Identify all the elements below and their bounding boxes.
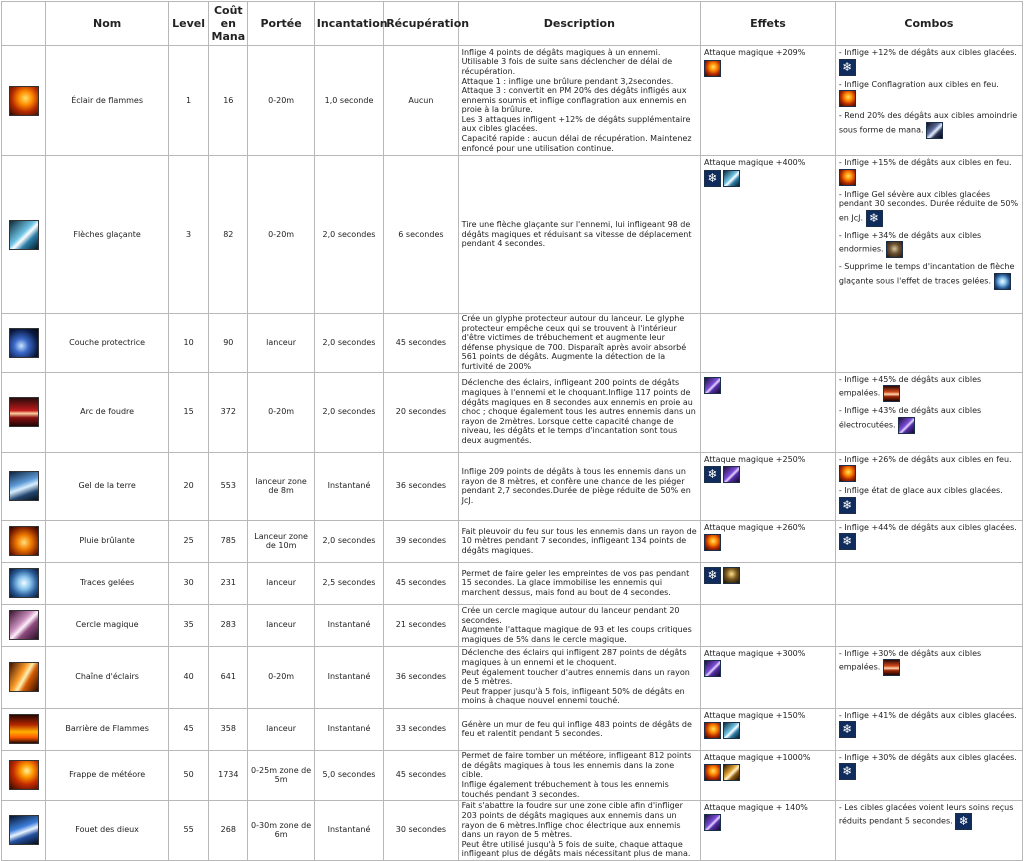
effect-text: Attaque magique +150% <box>704 710 806 720</box>
ice-arrow-icon <box>9 220 39 250</box>
effect-icons <box>704 813 832 831</box>
protective-layer-icon <box>9 328 39 358</box>
skill-level: 25 <box>168 520 208 562</box>
combo-item <box>839 48 1019 76</box>
skill-row <box>2 562 1023 604</box>
skill-name: Pluie brûlante <box>46 520 169 562</box>
slow-icon <box>723 722 740 739</box>
skill-level: 40 <box>168 646 208 708</box>
skill-effects <box>701 372 836 452</box>
combo-item <box>839 375 1019 403</box>
skill-cast: Instantané <box>314 604 383 646</box>
fire-bolt-icon <box>9 86 39 116</box>
freeze-icon: ❄ <box>839 497 856 514</box>
skill-effects <box>701 604 836 646</box>
combo-text: - Inflige +45% de dégâts aux cibles empalées. <box>838 374 982 398</box>
skill-combos <box>835 750 1022 800</box>
combo-text: - Les cibles glacées voient leurs soins reçus réduits pendant 5 secondes. <box>838 802 1014 826</box>
header-level: Level <box>168 2 208 46</box>
skill-cooldown: 33 secondes <box>384 708 458 750</box>
impale-icon <box>883 385 900 402</box>
skill-level: 50 <box>168 750 208 800</box>
header-description: Description <box>458 2 700 46</box>
header-cout: Coût en Mana <box>209 2 248 46</box>
skill-row <box>2 46 1023 156</box>
skill-description <box>458 800 700 860</box>
description-text: Inflige 209 points de dégâts à tous les ennemis dans un rayon de 8 mètres, et confère une chance de les piéger pendant 2,7 secondes.Durée de piège réduite de 50% en JcJ. <box>461 466 691 505</box>
combo-text: - Inflige +44% de dégâts aux cibles glacées. <box>838 522 1017 532</box>
skill-description <box>458 156 700 314</box>
skill-effects <box>701 46 836 156</box>
skill-row <box>2 372 1023 452</box>
header-recuperation: Récupération <box>384 2 458 46</box>
freeze-icon: ❄ <box>839 721 856 738</box>
skill-mana: 16 <box>209 46 248 156</box>
skill-mana: 358 <box>209 708 248 750</box>
description-text: Tire une flèche glaçante sur l'ennemi, lui infligeant 98 de dégâts magiques et réduisant sa vitesse de déplacement pendant 4 secondes. <box>461 220 692 249</box>
effect-icons <box>704 721 832 739</box>
skill-combos <box>835 562 1022 604</box>
skill-mana: 372 <box>209 372 248 452</box>
combo-text: - Inflige +15% de dégâts aux cibles en feu. <box>838 158 1012 167</box>
description-text: Permet de faire geler les empreintes de vos pas pendant 15 secondes. La glace immobilise les ennemis qui marchent dessus, mais fond au bout de 4 secondes. <box>461 568 690 598</box>
effect-text: Attaque magique + 140% <box>704 802 808 812</box>
skill-description <box>458 750 700 800</box>
effect-icons <box>704 659 832 677</box>
effect-icons <box>704 169 832 187</box>
burning-rain-icon <box>9 526 39 556</box>
skill-level: 10 <box>168 314 208 373</box>
skill-description <box>458 708 700 750</box>
skill-level: 20 <box>168 452 208 520</box>
combo-item <box>839 158 1019 186</box>
combo-item <box>839 523 1019 551</box>
impale-icon <box>883 659 900 676</box>
skill-name: Fouet des dieux <box>46 800 169 860</box>
skill-combos <box>835 372 1022 452</box>
effect-icons <box>704 59 832 77</box>
burn-icon <box>839 169 856 186</box>
stumble-icon <box>723 764 740 781</box>
combo-text: - Rend 20% des dégâts aux cibles amoindrie sous forme de mana. <box>838 111 1018 135</box>
skill-range: 0-20m <box>248 46 314 156</box>
skill-name: Frappe de météore <box>46 750 169 800</box>
skill-cooldown: 36 secondes <box>384 646 458 708</box>
skill-cast: 2,0 secondes <box>314 372 383 452</box>
skill-mana: 82 <box>209 156 248 314</box>
skill-range: lanceur zone de 8m <box>248 452 314 520</box>
skill-cooldown: 20 secondes <box>384 372 458 452</box>
combo-text: - Inflige Conflagration aux cibles en feu. <box>838 79 999 89</box>
skill-cast: 2,0 secondes <box>314 520 383 562</box>
skill-effects <box>701 800 836 860</box>
skill-range: lanceur <box>248 604 314 646</box>
skill-combos <box>835 646 1022 708</box>
skill-combos <box>835 46 1022 156</box>
combo-text: - Inflige +43% de dégâts aux cibles électrocutées. <box>838 406 982 430</box>
description-text: Crée un glyphe protecteur autour du lanceur. Le glyphe protecteur empêche ceux qui se trouvent à l'intérieur d'être victimes de trébuchement et augmente leur défense physique de 700. Disparaît après avoir absorbé 561 points de dégâts. Augmente la détection de la furtivité de 200% <box>461 314 687 371</box>
combo-item <box>839 649 1019 677</box>
burn-icon <box>704 722 721 739</box>
skill-icon-cell <box>2 750 46 800</box>
description-text: Déclenche des éclairs qui infligent 287 points de dégâts magiques à un ennemi et le choquent. Peut également toucher d'autres ennemis dans un rayon de 5 mètres. Peut frapper jusqu'à 5 fois, infligeant 50% de dégâts en moins à chaque nouvel ennemi touché. <box>461 648 690 706</box>
skill-description <box>458 562 700 604</box>
flame-barrier-icon <box>9 714 39 744</box>
skill-effects <box>701 156 836 314</box>
combo-text: - Inflige +30% de dégâts aux cibles empalées. <box>838 648 982 672</box>
skill-icon-cell <box>2 800 46 860</box>
combo-item <box>839 753 1019 781</box>
combo-item <box>839 486 1019 514</box>
freeze-icon: ❄ <box>704 170 721 187</box>
effect-icons <box>704 763 832 781</box>
skill-icon-cell <box>2 604 46 646</box>
combo-item <box>839 231 1019 259</box>
combo-item <box>839 803 1019 831</box>
skill-combos <box>835 156 1022 314</box>
header-row <box>2 2 1023 46</box>
combo-item <box>839 190 1019 227</box>
combo-text: - Inflige +34% de dégâts aux cibles endormies. <box>838 230 982 254</box>
burn-icon <box>839 465 856 482</box>
chain-lightning-icon <box>9 662 39 692</box>
freeze-icon: ❄ <box>839 533 856 550</box>
effect-text: Attaque magique +1000% <box>704 752 811 762</box>
burn-icon <box>839 90 856 107</box>
skill-range: 0-25m zone de 5m <box>248 750 314 800</box>
skill-effects <box>701 750 836 800</box>
effect-text: Attaque magique +250% <box>704 454 806 464</box>
skill-icon-cell <box>2 372 46 452</box>
skill-cast: 2,0 secondes <box>314 156 383 314</box>
description-text: Permet de faire tomber un météore, infligeant 812 points de dégâts magiques à tous les ennemis dans la zone cible. Inflige également trébuchement à tous les ennemis touchés pendant 3 secondes. <box>461 751 692 799</box>
skill-cooldown: 36 secondes <box>384 452 458 520</box>
description-text: Génère un mur de feu qui inflige 483 points de dégâts de feu et ralentit pendant 5 secondes. <box>461 719 692 739</box>
skill-cast: 5,0 secondes <box>314 750 383 800</box>
skill-mana: 1734 <box>209 750 248 800</box>
skill-row <box>2 646 1023 708</box>
meteor-strike-icon <box>9 760 39 790</box>
freeze-icon: ❄ <box>866 210 883 227</box>
skill-name: Cercle magique <box>46 604 169 646</box>
freeze-icon: ❄ <box>839 763 856 780</box>
header-combos: Combos <box>835 2 1022 46</box>
shock-icon <box>704 377 721 394</box>
skill-row <box>2 520 1023 562</box>
skill-effects <box>701 708 836 750</box>
skill-mana: 90 <box>209 314 248 373</box>
skill-range: 0-20m <box>248 372 314 452</box>
skill-icon-cell <box>2 520 46 562</box>
description-text: Inflige 4 points de dégâts magiques à un ennemi. Utilisable 3 fois de suite sans déclencher de délai de récupération. Attaque 1 : inflige une brûlure pendant 3,2secondes. Attaque 3 : convertit en PM 20% des dégâts infligés aux ennemis soumis et inflige conflagration aux ennemis en proie à la brûlure. Les 3 attaques infligent +12% de dégâts supplémentaire aux cibles glacées. Capacité rapide : aucun délai de récupération. Maintenez enfoncé pour une utilisation continue. <box>461 47 692 153</box>
skill-row <box>2 800 1023 860</box>
skill-combos <box>835 708 1022 750</box>
header-icon <box>2 2 46 46</box>
burn-icon <box>704 764 721 781</box>
combo-text: - Supprime le temps d'incantation de flèche glaçante sous l'effet de traces gelées. <box>838 262 1015 286</box>
skill-mana: 283 <box>209 604 248 646</box>
skill-description <box>458 372 700 452</box>
skill-name: Barrière de Flammes <box>46 708 169 750</box>
skill-cast: 1,0 seconde <box>314 46 383 156</box>
frozen-tracks-icon <box>994 273 1011 290</box>
freeze-icon: ❄ <box>955 813 972 830</box>
skill-description <box>458 314 700 373</box>
effect-text: Attaque magique +209% <box>704 48 806 57</box>
skill-row <box>2 452 1023 520</box>
skill-name: Éclair de flammes <box>46 46 169 156</box>
skill-cast: 2,5 secondes <box>314 562 383 604</box>
combo-text: - Inflige +12% de dégâts aux cibles glacées. <box>838 48 1017 57</box>
skill-icon-cell <box>2 314 46 373</box>
fear-icon <box>723 567 740 584</box>
freeze-icon: ❄ <box>839 59 856 76</box>
skill-icon-cell <box>2 452 46 520</box>
skill-cooldown: 39 secondes <box>384 520 458 562</box>
skill-combos <box>835 800 1022 860</box>
skill-cast: Instantané <box>314 708 383 750</box>
effect-icons <box>704 533 832 551</box>
header-incantation: Incantation <box>314 2 383 46</box>
skill-range: Lanceur zone de 10m <box>248 520 314 562</box>
effect-icons <box>704 465 832 483</box>
skill-cast: 2,0 secondes <box>314 314 383 373</box>
skill-cast: Instantané <box>314 452 383 520</box>
drain-icon <box>926 122 943 139</box>
effect-text: Attaque magique +400% <box>704 158 806 167</box>
slow-icon <box>723 170 740 187</box>
skill-cooldown: 45 secondes <box>384 750 458 800</box>
skill-description <box>458 520 700 562</box>
lightning-arc-icon <box>9 397 39 427</box>
combo-text: - Inflige état de glace aux cibles glacées. <box>838 486 1003 496</box>
skill-cooldown: 30 secondes <box>384 800 458 860</box>
sleep-icon <box>886 241 903 258</box>
skill-cooldown: 45 secondes <box>384 562 458 604</box>
skill-icon-cell <box>2 646 46 708</box>
skill-name: Traces gelées <box>46 562 169 604</box>
skill-row <box>2 750 1023 800</box>
combo-item <box>839 711 1019 739</box>
skill-row <box>2 604 1023 646</box>
combo-text: - Inflige +26% de dégâts aux cibles en feu. <box>838 454 1012 464</box>
combo-item <box>839 406 1019 434</box>
skill-cast: Instantané <box>314 646 383 708</box>
skill-level: 1 <box>168 46 208 156</box>
combo-text: - Inflige +30% de dégâts aux cibles glacées. <box>838 752 1017 762</box>
skill-mana: 268 <box>209 800 248 860</box>
skill-description <box>458 646 700 708</box>
combo-text: - Inflige +41% de dégâts aux cibles glacées. <box>838 710 1017 720</box>
skill-range: lanceur <box>248 314 314 373</box>
skill-range: 0-20m <box>248 156 314 314</box>
shock-icon <box>704 660 721 677</box>
skill-name: Gel de la terre <box>46 452 169 520</box>
skill-icon-cell <box>2 156 46 314</box>
skill-description <box>458 452 700 520</box>
skill-cooldown: 21 secondes <box>384 604 458 646</box>
skill-mana: 785 <box>209 520 248 562</box>
skill-level: 45 <box>168 708 208 750</box>
magic-circle-icon <box>9 610 39 640</box>
skill-effects <box>701 452 836 520</box>
skill-combos <box>835 604 1022 646</box>
burn-icon <box>704 534 721 551</box>
skill-name: Flèches glaçante <box>46 156 169 314</box>
freeze-icon: ❄ <box>704 567 721 584</box>
root-icon <box>723 466 740 483</box>
effect-icons <box>704 376 832 394</box>
skill-icon-cell <box>2 562 46 604</box>
skill-combos <box>835 452 1022 520</box>
skill-row <box>2 314 1023 373</box>
skill-combos <box>835 520 1022 562</box>
skill-effects <box>701 646 836 708</box>
skill-level: 30 <box>168 562 208 604</box>
lash-of-gods-icon <box>9 815 39 845</box>
skill-range: lanceur <box>248 708 314 750</box>
effect-text: Attaque magique +300% <box>704 648 806 658</box>
skills-table <box>1 1 1023 861</box>
skill-mana: 231 <box>209 562 248 604</box>
skill-name: Chaîne d'éclairs <box>46 646 169 708</box>
description-text: Fait s'abattre la foudre sur une zone cible afin d'infliger 203 points de dégâts magiques aux ennemis dans un rayon de 6 mètres.Inflige choc électrique aux ennemis dans un rayon de 5 mètres. Peut être utilisé jusqu'à 5 fois de suite, chaque attaque infligeant plus de dégâts mais nécessitant plus de mana. <box>461 801 691 859</box>
skill-mana: 553 <box>209 452 248 520</box>
combo-item <box>839 80 1019 108</box>
effect-text: Attaque magique +260% <box>704 522 806 532</box>
description-text: Déclenche des éclairs, infligeant 200 points de dégâts magiques à l'ennemi et le choquant.Inflige 117 points de dégâts magiques en 8 secondes aux ennemis en proie au choc ; choque également tous les autres ennemis dans un rayon de 2mètres. Lorsque cette capacité change de niveau, les dégâts et le temps d'incantation sont tous deux augmentés. <box>461 378 696 446</box>
description-text: Crée un cercle magique autour du lanceur pendant 20 secondes. Augmente l'attaque magique de 93 et les coups critiques magiques de 5% dans le cercle magique. <box>461 606 692 644</box>
combo-item <box>839 111 1019 139</box>
skill-level: 55 <box>168 800 208 860</box>
skill-row <box>2 708 1023 750</box>
combo-text: - Inflige Gel sévère aux cibles glacées pendant 30 secondes. Durée réduite de 50% en JcJ. <box>838 189 1019 223</box>
description-text: Fait pleuvoir du feu sur tous les ennemis dans un rayon de 10 mètres pendant 7 secondes, infligeant 134 points de dégâts magiques. <box>461 526 697 556</box>
frozen-tracks-icon <box>9 568 39 598</box>
skill-name: Arc de foudre <box>46 372 169 452</box>
effect-icons <box>704 566 832 584</box>
skill-combos <box>835 314 1022 373</box>
skill-cooldown: 45 secondes <box>384 314 458 373</box>
skill-cooldown: 6 secondes <box>384 156 458 314</box>
combo-item <box>839 262 1019 290</box>
skill-effects <box>701 520 836 562</box>
skill-icon-cell <box>2 708 46 750</box>
skill-effects <box>701 314 836 373</box>
skill-range: 0-30m zone de 6m <box>248 800 314 860</box>
burn-icon <box>704 60 721 77</box>
header-nom: Nom <box>46 2 169 46</box>
skill-level: 3 <box>168 156 208 314</box>
shock-icon <box>898 417 915 434</box>
skill-name: Couche protectrice <box>46 314 169 373</box>
skill-description <box>458 46 700 156</box>
combo-item <box>839 455 1019 483</box>
skill-range: 0-20m <box>248 646 314 708</box>
header-portee: Portée <box>248 2 314 46</box>
skill-cast: Instantané <box>314 800 383 860</box>
shock-icon <box>704 814 721 831</box>
skill-row <box>2 156 1023 314</box>
earth-frost-icon <box>9 471 39 501</box>
skill-icon-cell <box>2 46 46 156</box>
freeze-icon: ❄ <box>704 466 721 483</box>
skill-effects <box>701 562 836 604</box>
skill-cooldown: Aucun <box>384 46 458 156</box>
skill-level: 15 <box>168 372 208 452</box>
skill-level: 35 <box>168 604 208 646</box>
skill-mana: 641 <box>209 646 248 708</box>
header-effets: Effets <box>701 2 836 46</box>
skill-range: lanceur <box>248 562 314 604</box>
skill-description <box>458 604 700 646</box>
